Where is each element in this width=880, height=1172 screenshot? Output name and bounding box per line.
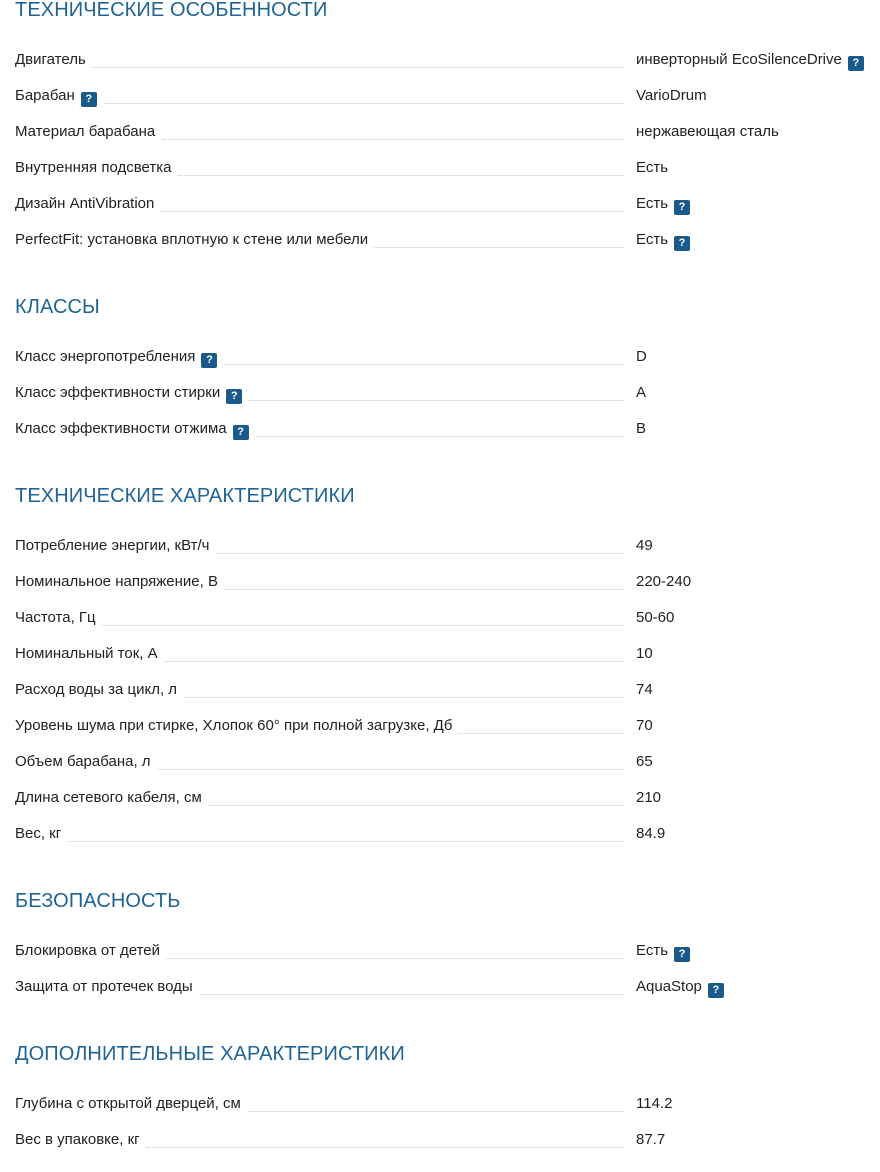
spec-value: Есть ?: [636, 939, 690, 963]
spec-row: [15, 570, 880, 594]
spec-row: [15, 156, 880, 180]
spec-row: [15, 417, 880, 441]
spec-label: Номинальное напряжение, В: [15, 570, 224, 594]
spec-label: Вес, кг: [15, 822, 67, 846]
spec-row: [15, 534, 880, 558]
spec-label: Дизайн AntiVibration: [15, 192, 160, 216]
help-icon[interactable]: ?: [674, 236, 690, 251]
spec-row: [15, 750, 880, 774]
spec-value: 210: [636, 789, 662, 806]
spec-row: [15, 1092, 880, 1116]
section-title: ТЕХНИЧЕСКИЕ ОСОБЕННОСТИ: [15, 0, 328, 21]
spec-label: Класс эффективности стирки ?: [15, 381, 248, 405]
spec-row: [15, 381, 880, 405]
spec-row: [15, 939, 880, 963]
spec-label: Глубина с открытой дверцей, см: [15, 1092, 247, 1116]
section-title: ДОПОЛНИТЕЛЬНЫЕ ХАРАКТЕРИСТИКИ: [15, 1043, 405, 1065]
spec-value: нержавеющая сталь: [636, 123, 779, 140]
spec-value: 70: [636, 717, 653, 734]
spec-label: Объем барабана, л: [15, 750, 157, 774]
spec-row: [15, 822, 880, 846]
spec-label: Барабан ?: [15, 84, 103, 108]
spec-label: Блокировка от детей: [15, 939, 166, 963]
spec-value: 10: [636, 645, 653, 662]
help-icon[interactable]: ?: [233, 425, 249, 440]
spec-label: PerfectFit: установка вплотную к стене или мебели: [15, 228, 374, 252]
spec-row: [15, 48, 880, 72]
help-icon[interactable]: ?: [848, 56, 864, 71]
help-icon[interactable]: ?: [708, 983, 724, 998]
spec-value: 49: [636, 537, 653, 554]
spec-label: Длина сетевого кабеля, см: [15, 786, 208, 810]
help-icon[interactable]: ?: [81, 92, 97, 107]
spec-row: [15, 786, 880, 810]
spec-row: [15, 606, 880, 630]
spec-value: AquaStop ?: [636, 975, 724, 999]
spec-row: [15, 714, 880, 738]
spec-value: D: [636, 348, 647, 365]
spec-label: Расход воды за цикл, л: [15, 678, 183, 702]
dotted-leader: [15, 103, 623, 104]
spec-value: 50-60: [636, 609, 675, 626]
spec-label: Номинальный ток, А: [15, 642, 164, 666]
spec-label: Потребление энергии, кВт/ч: [15, 534, 215, 558]
help-icon[interactable]: ?: [674, 947, 690, 962]
spec-value: VarioDrum: [636, 87, 707, 104]
spec-value: 74: [636, 681, 653, 698]
spec-value: инверторный EcoSilenceDrive ?: [636, 48, 864, 72]
spec-label: Частота, Гц: [15, 606, 102, 630]
help-icon[interactable]: ?: [201, 353, 217, 368]
dotted-leader: [15, 841, 623, 842]
spec-label: Класс эффективности отжима ?: [15, 417, 255, 441]
dotted-leader: [15, 625, 623, 626]
help-icon[interactable]: ?: [674, 200, 690, 215]
spec-row: [15, 678, 880, 702]
spec-value: 87.7: [636, 1131, 666, 1148]
spec-row: [15, 975, 880, 999]
section-title: БЕЗОПАСНОСТЬ: [15, 890, 181, 912]
spec-value: B: [636, 420, 647, 437]
spec-row: [15, 1128, 880, 1152]
section-title: КЛАССЫ: [15, 296, 100, 318]
spec-value: Есть ?: [636, 192, 690, 216]
spec-value: Есть ?: [636, 228, 690, 252]
spec-value: 220-240: [636, 573, 692, 590]
spec-row: [15, 84, 880, 108]
spec-label: Уровень шума при стирке, Хлопок 60° при полной загрузке, Дб: [15, 714, 458, 738]
spec-label: Вес в упаковке, кг: [15, 1128, 146, 1152]
spec-row: [15, 345, 880, 369]
section-title: ТЕХНИЧЕСКИЕ ХАРАКТЕРИСТИКИ: [15, 485, 355, 507]
spec-row: [15, 120, 880, 144]
spec-label: Материал барабана: [15, 120, 161, 144]
spec-label: Защита от протечек воды: [15, 975, 199, 999]
spec-label: Внутренняя подсветка: [15, 156, 177, 180]
help-icon[interactable]: ?: [226, 389, 242, 404]
spec-value: 84.9: [636, 825, 666, 842]
spec-value: Есть: [636, 159, 669, 176]
spec-row: [15, 642, 880, 666]
spec-value: A: [636, 384, 647, 401]
spec-value: 114.2: [636, 1095, 673, 1112]
spec-value: 65: [636, 753, 653, 770]
spec-label: Двигатель: [15, 48, 92, 72]
dotted-leader: [15, 67, 623, 68]
spec-row: [15, 228, 880, 252]
spec-label: Класс энергопотребления ?: [15, 345, 223, 369]
spec-row: [15, 192, 880, 216]
